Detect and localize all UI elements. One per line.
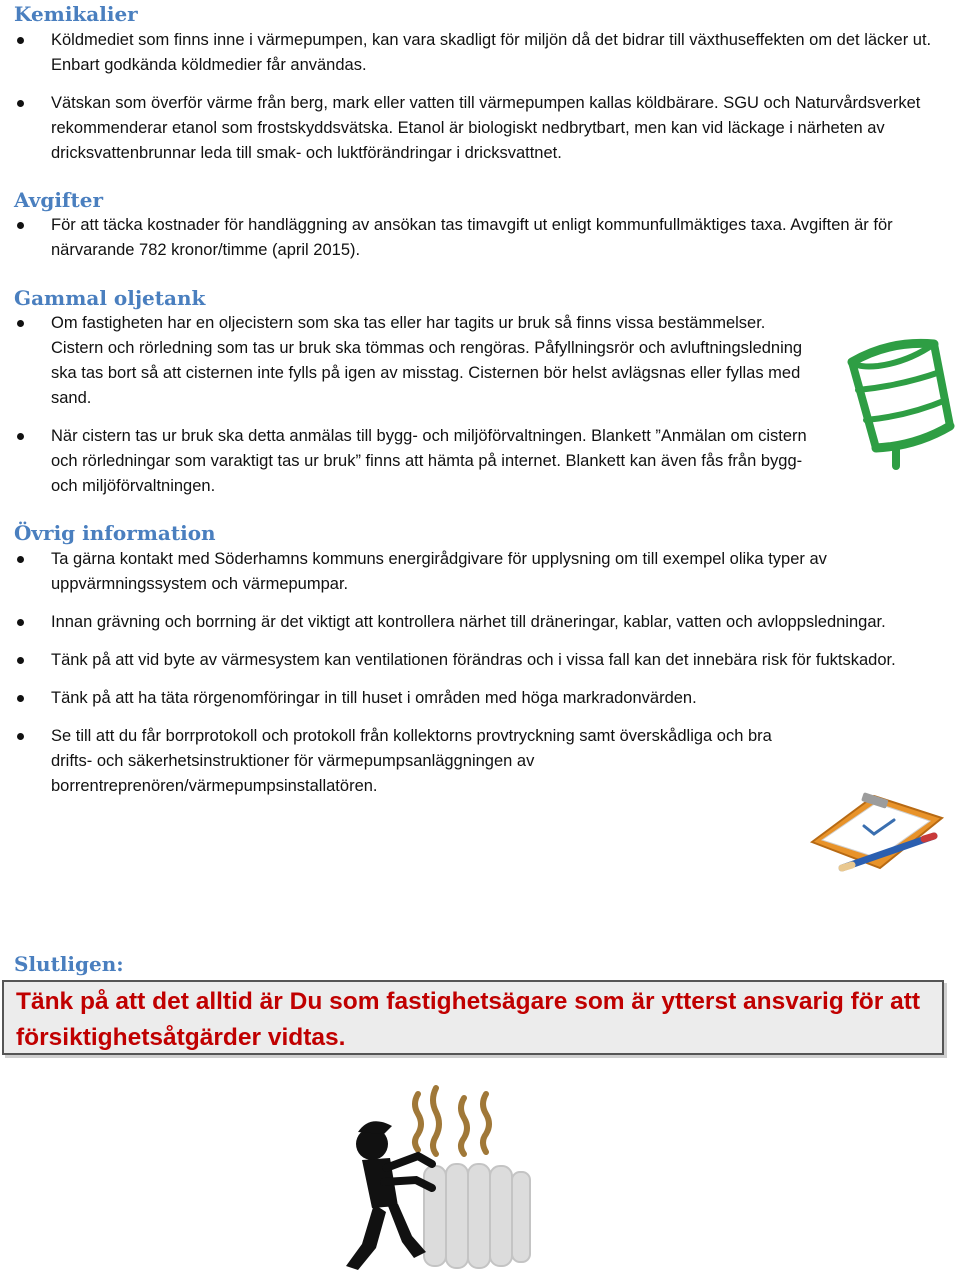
heading-ovrig-information: Övrig information (14, 521, 216, 545)
list-item: När cistern tas ur bruk ska detta anmälas till bygg- och miljöförvaltningen. Blankett ”Anmälan om cistern och rörledningar som varaktigt tas ur bruk” finns att hämta på internet. Blankett kan även fås från bygg- och miljöförvaltningen. (0, 424, 818, 499)
list-item: Om fastigheten har en oljecistern som ska tas eller har tagits ur bruk så finns vissa bestämmelser. Cistern och rörledning som tas ur bruk ska tömmas och rengöras. Påfyllningsrör och avluftningsledning ska tas bort så att cisternen inte fylls på igen av misstag. Cisternen bör helst avlägsnas eller fyllas med sand. (0, 311, 818, 411)
list-avgifter (0, 213, 900, 263)
list-item: Köldmediet som finns inne i värmepumpen, kan vara skadligt för miljön då det bidrar till växthuseffekten om det läcker ut. Enbart godkända köldmedier får användas. (0, 28, 945, 78)
list-gammal-oljetank (0, 311, 818, 499)
heading-kemikalier: Kemikalier (14, 2, 138, 26)
callout-box (2, 980, 944, 1055)
list-item: Innan grävning och borrning är det viktigt att kontrollera närhet till dräneringar, kablar, vatten och avloppsledningar. (0, 610, 940, 635)
list-item: Tänk på att vid byte av värmesystem kan ventilationen förändras och i vissa fall kan det innebära risk för fuktskador. (0, 648, 940, 673)
heading-gammal-oljetank: Gammal oljetank (14, 286, 206, 310)
list-kemikalier (0, 28, 945, 166)
person-radiator-icon (332, 1084, 542, 1280)
heading-slutligen: Slutligen: (14, 952, 124, 976)
clipboard-pen-icon (804, 790, 952, 872)
list-ovrig-information (0, 547, 940, 799)
list-item: Tänk på att ha täta rörgenomföringar in till huset i områden med höga markradonvärden. (0, 686, 940, 711)
list-item: För att täcka kostnader för handläggning av ansökan tas timavgift ut enligt kommunfullmäktiges taxa. Avgiften är för närvarande 782 kronor/timme (april 2015). (0, 213, 900, 263)
list-item: Ta gärna kontakt med Söderhamns kommuns energirådgivare för upplysning om till exempel olika typer av uppvärmningssystem och värmepumpar. (0, 547, 940, 597)
heading-avgifter: Avgifter (14, 188, 104, 212)
list-item: Vätskan som överför värme från berg, mark eller vatten till värmepumpen kallas köldbärare. SGU och Naturvårdsverket rekommenderar etanol som frostskyddsvätska. Etanol är biologiskt nedbrytbart, men kan vid läckage i närheten av dricksvattenbrunnar leda till smak- och luktförändringar i dricksvattnet. (0, 91, 945, 166)
callout-text: Tänk på att det alltid är Du som fastighetsägare som är ytterst ansvarig för att försiktighetsåtgärder vidtas. (16, 988, 921, 1051)
list-item: Se till att du får borrprotokoll och protokoll från kollektorns provtryckning samt överskådliga och bra drifts- och säkerhetsinstruktioner för värmepumpsanläggningen av borrentreprenören/värmepumpsinstallatören. (0, 724, 791, 799)
oil-barrel-icon (838, 338, 960, 473)
